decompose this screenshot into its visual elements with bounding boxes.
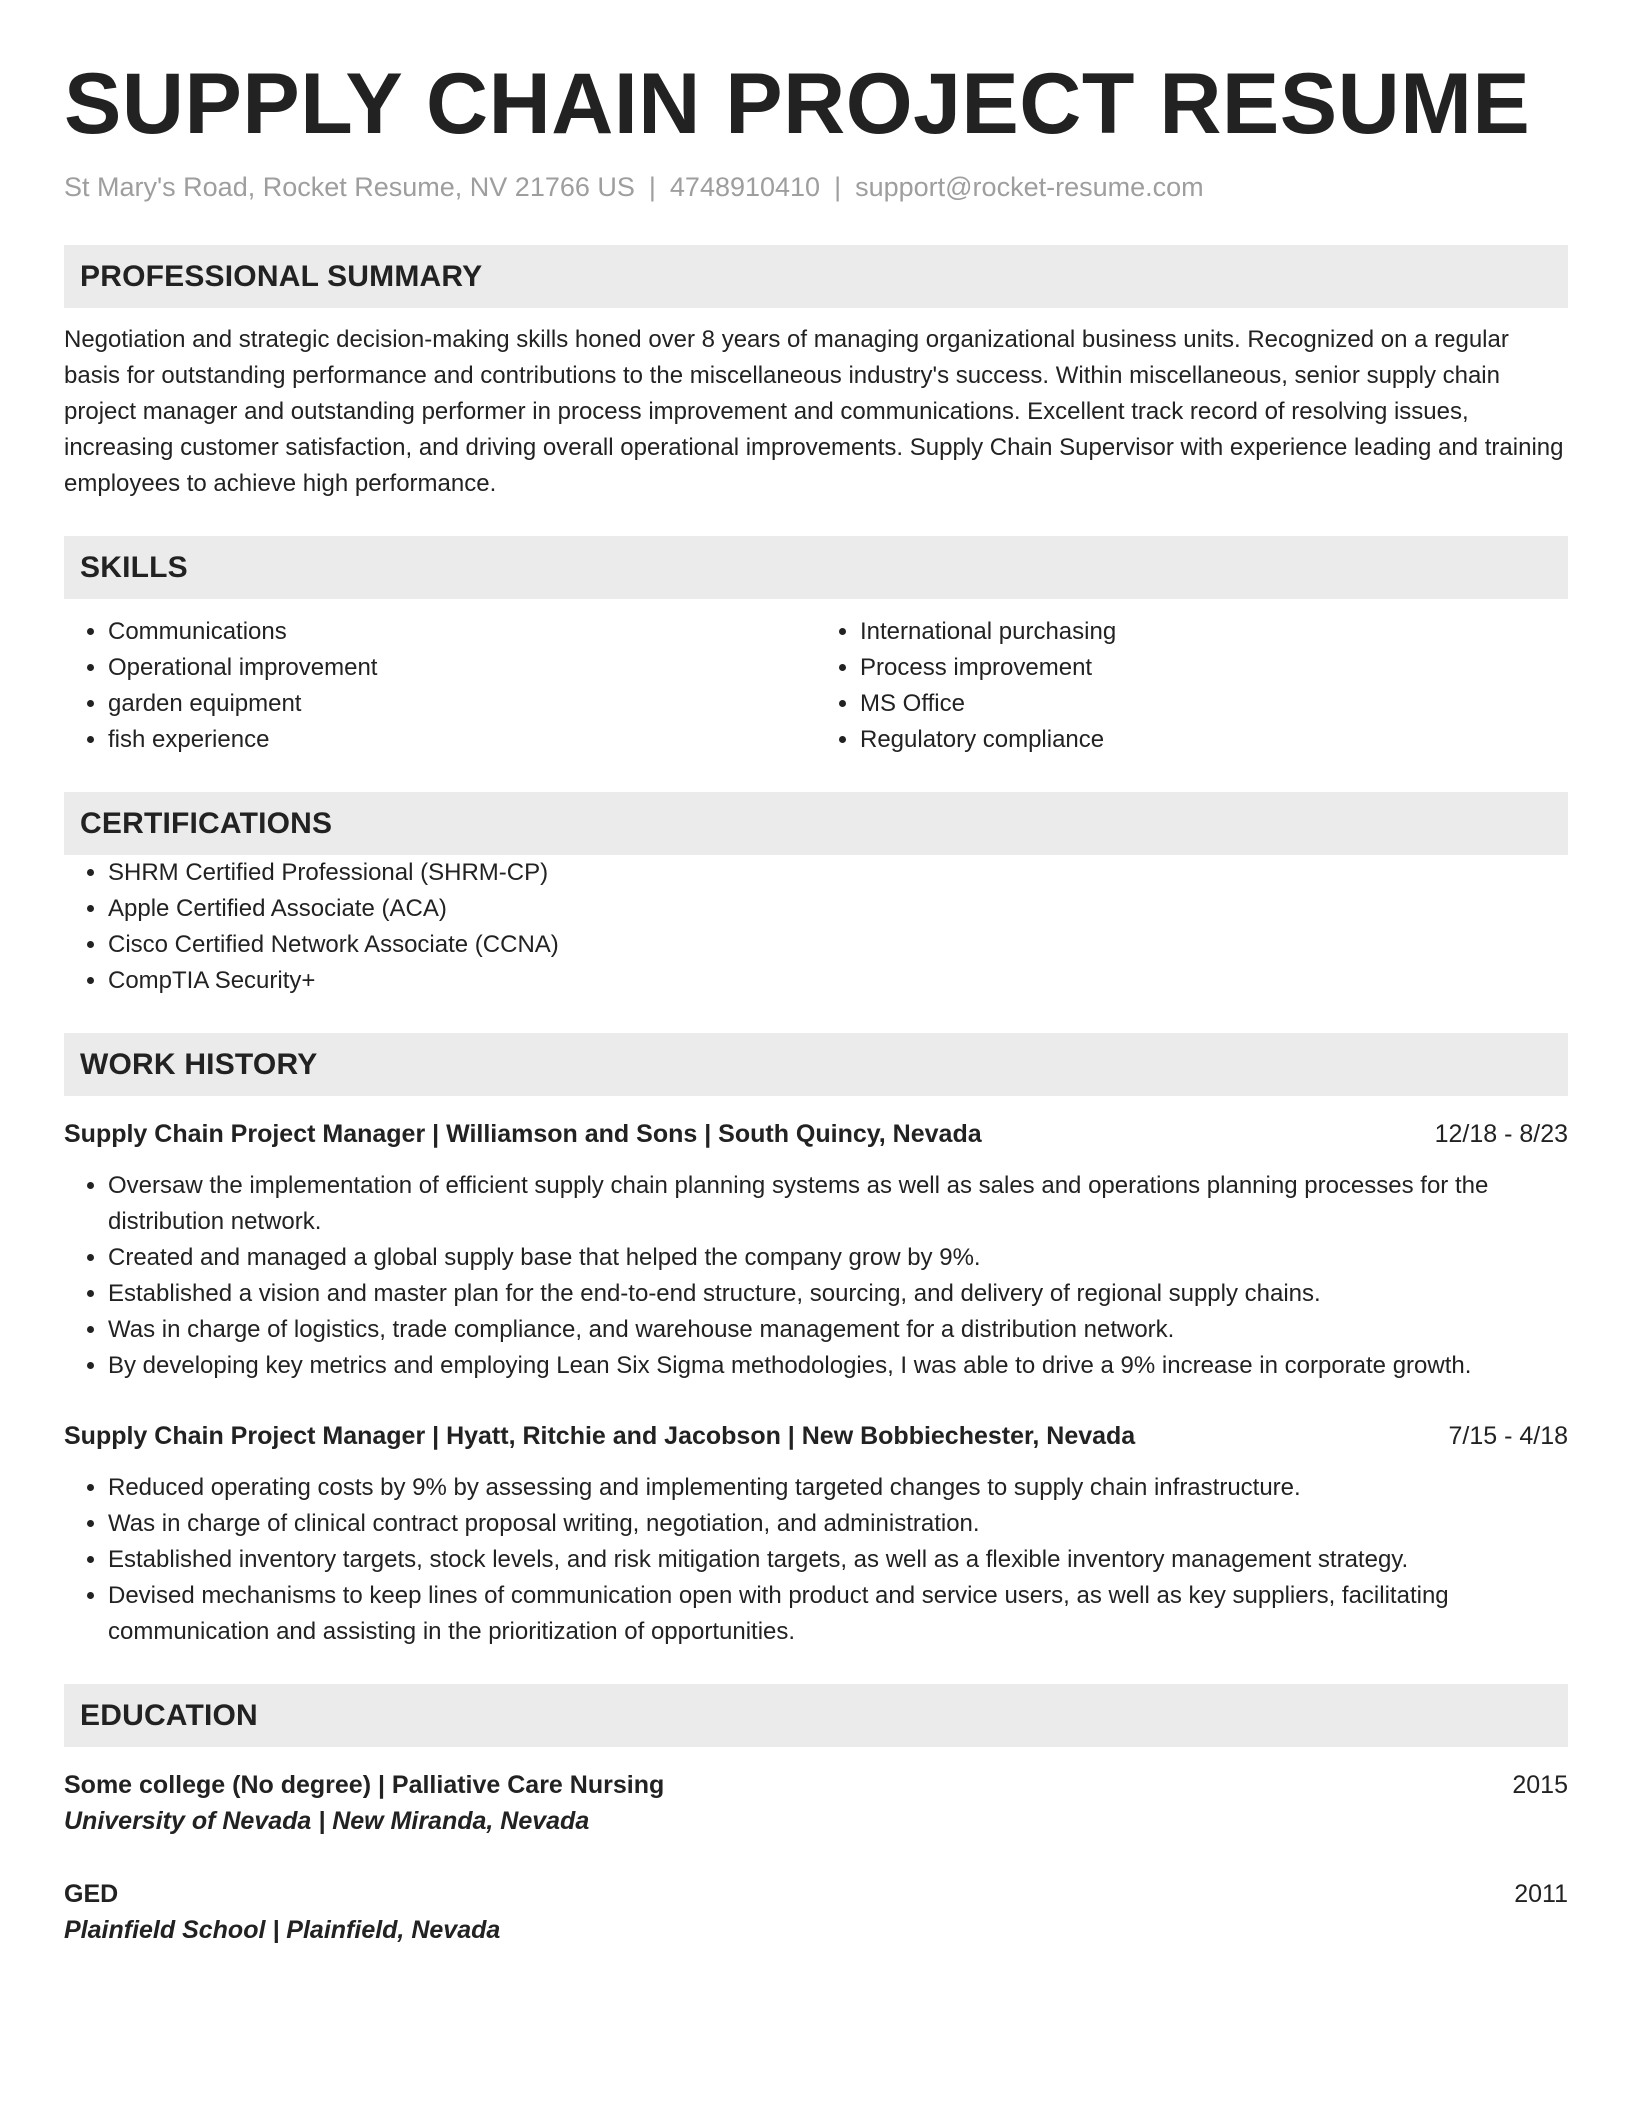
certification-item: • CompTIA Security+ bbox=[108, 963, 1568, 999]
job-title: Supply Chain Project Manager | Hyatt, Ritchie and Jacobson | New Bobbiechester, Nevada bbox=[64, 1422, 1136, 1450]
skills-grid bbox=[64, 614, 1568, 758]
skill-item: • International purchasing bbox=[860, 614, 1568, 650]
contact-email: support@rocket-resume.com bbox=[855, 172, 1204, 202]
summary-section bbox=[64, 245, 1568, 502]
section-heading: CERTIFICATIONS bbox=[64, 792, 1568, 855]
certifications-section bbox=[64, 792, 1568, 999]
education-section bbox=[64, 1684, 1568, 1948]
education-degree: GED bbox=[64, 1880, 119, 1908]
job-bullet: • By developing key metrics and employing Lean Six Sigma methodologies, I was able to drive a 9% increase in corporate growth. bbox=[108, 1348, 1568, 1384]
job-bullets bbox=[64, 1470, 1568, 1650]
resume-title: SUPPLY CHAIN PROJECT RESUME bbox=[64, 56, 1531, 152]
work-history-section bbox=[64, 1033, 1568, 1650]
job-dates: 7/15 - 4/18 bbox=[1448, 1422, 1568, 1450]
skill-item: • garden equipment bbox=[108, 686, 816, 722]
contact-address: St Mary's Road, Rocket Resume, NV 21766 US bbox=[64, 172, 635, 202]
education-year: 2011 bbox=[1514, 1880, 1568, 1908]
job-bullet: • Devised mechanisms to keep lines of communication open with product and service users, as well as key suppliers, facilitating communication and assisting in the prioritization of opportunities. bbox=[108, 1578, 1568, 1650]
contact-phone: 4748910410 bbox=[669, 172, 821, 202]
job-bullet: • Was in charge of clinical contract proposal writing, negotiation, and administration. bbox=[108, 1506, 1568, 1542]
job-bullet: • Established a vision and master plan for the end-to-end structure, sourcing, and delivery of regional supply chains. bbox=[108, 1276, 1568, 1312]
job-entry bbox=[64, 1116, 1568, 1384]
certification-item: • Cisco Certified Network Associate (CCNA) bbox=[108, 927, 1568, 963]
certifications-list bbox=[64, 855, 1568, 999]
skills-list-left bbox=[64, 614, 816, 758]
education-header bbox=[64, 1767, 1568, 1803]
education-degree: Some college (No degree) | Palliative Care Nursing bbox=[64, 1771, 665, 1799]
education-school: Plainfield School | Plainfield, Nevada bbox=[64, 1916, 501, 1944]
skill-item: • fish experience bbox=[108, 722, 816, 758]
certification-item: • Apple Certified Associate (ACA) bbox=[108, 891, 1568, 927]
section-heading: SKILLS bbox=[64, 536, 1568, 599]
skill-item: • MS Office bbox=[860, 686, 1568, 722]
section-heading: WORK HISTORY bbox=[64, 1033, 1568, 1096]
job-title: Supply Chain Project Manager | Williamson and Sons | South Quincy, Nevada bbox=[64, 1120, 982, 1148]
job-bullet: • Was in charge of logistics, trade compliance, and warehouse management for a distribution network. bbox=[108, 1312, 1568, 1348]
job-bullet: • Established inventory targets, stock levels, and risk mitigation targets, as well as a flexible inventory management strategy. bbox=[108, 1542, 1568, 1578]
job-header bbox=[64, 1418, 1568, 1454]
education-header bbox=[64, 1876, 1568, 1912]
education-year: 2015 bbox=[1512, 1771, 1568, 1799]
education-entry bbox=[64, 1767, 1568, 1839]
skill-item: • Operational improvement bbox=[108, 650, 816, 686]
certification-item: • SHRM Certified Professional (SHRM-CP) bbox=[108, 855, 1568, 891]
education-entry bbox=[64, 1876, 1568, 1948]
summary-text: Negotiation and strategic decision-making skills honed over 8 years of managing organizational business units. Recognized on a regular basis for outstanding performance and contributions to the miscellaneous industry's success. Within miscellaneous, senior supply chain project manager and outstanding performer in process improvement and communications. Excellent track record of resolving issues, increasing customer satisfaction, and driving overall operational improvements. Supply Chain Supervisor with experience leading and training employees to achieve high performance. bbox=[64, 326, 1564, 497]
skill-item: • Process improvement bbox=[860, 650, 1568, 686]
job-bullet: • Reduced operating costs by 9% by assessing and implementing targeted changes to supply chain infrastructure. bbox=[108, 1470, 1568, 1506]
contact-separator: | bbox=[648, 172, 656, 202]
skills-list-right bbox=[816, 614, 1568, 758]
education-school: University of Nevada | New Miranda, Nevada bbox=[64, 1807, 590, 1835]
job-dates: 12/18 - 8/23 bbox=[1434, 1120, 1568, 1148]
contact-separator: | bbox=[834, 172, 842, 202]
skill-item: • Regulatory compliance bbox=[860, 722, 1568, 758]
skill-item: • Communications bbox=[108, 614, 816, 650]
section-heading: EDUCATION bbox=[64, 1684, 1568, 1747]
contact-line bbox=[64, 170, 1568, 204]
section-heading: PROFESSIONAL SUMMARY bbox=[64, 245, 1568, 308]
job-bullet: • Created and managed a global supply base that helped the company grow by 9%. bbox=[108, 1240, 1568, 1276]
job-bullets bbox=[64, 1168, 1568, 1384]
job-entry bbox=[64, 1418, 1568, 1650]
skills-section bbox=[64, 536, 1568, 758]
job-header bbox=[64, 1116, 1568, 1152]
job-bullet: • Oversaw the implementation of efficient supply chain planning systems as well as sales and operations planning processes for the distribution network. bbox=[108, 1168, 1568, 1240]
